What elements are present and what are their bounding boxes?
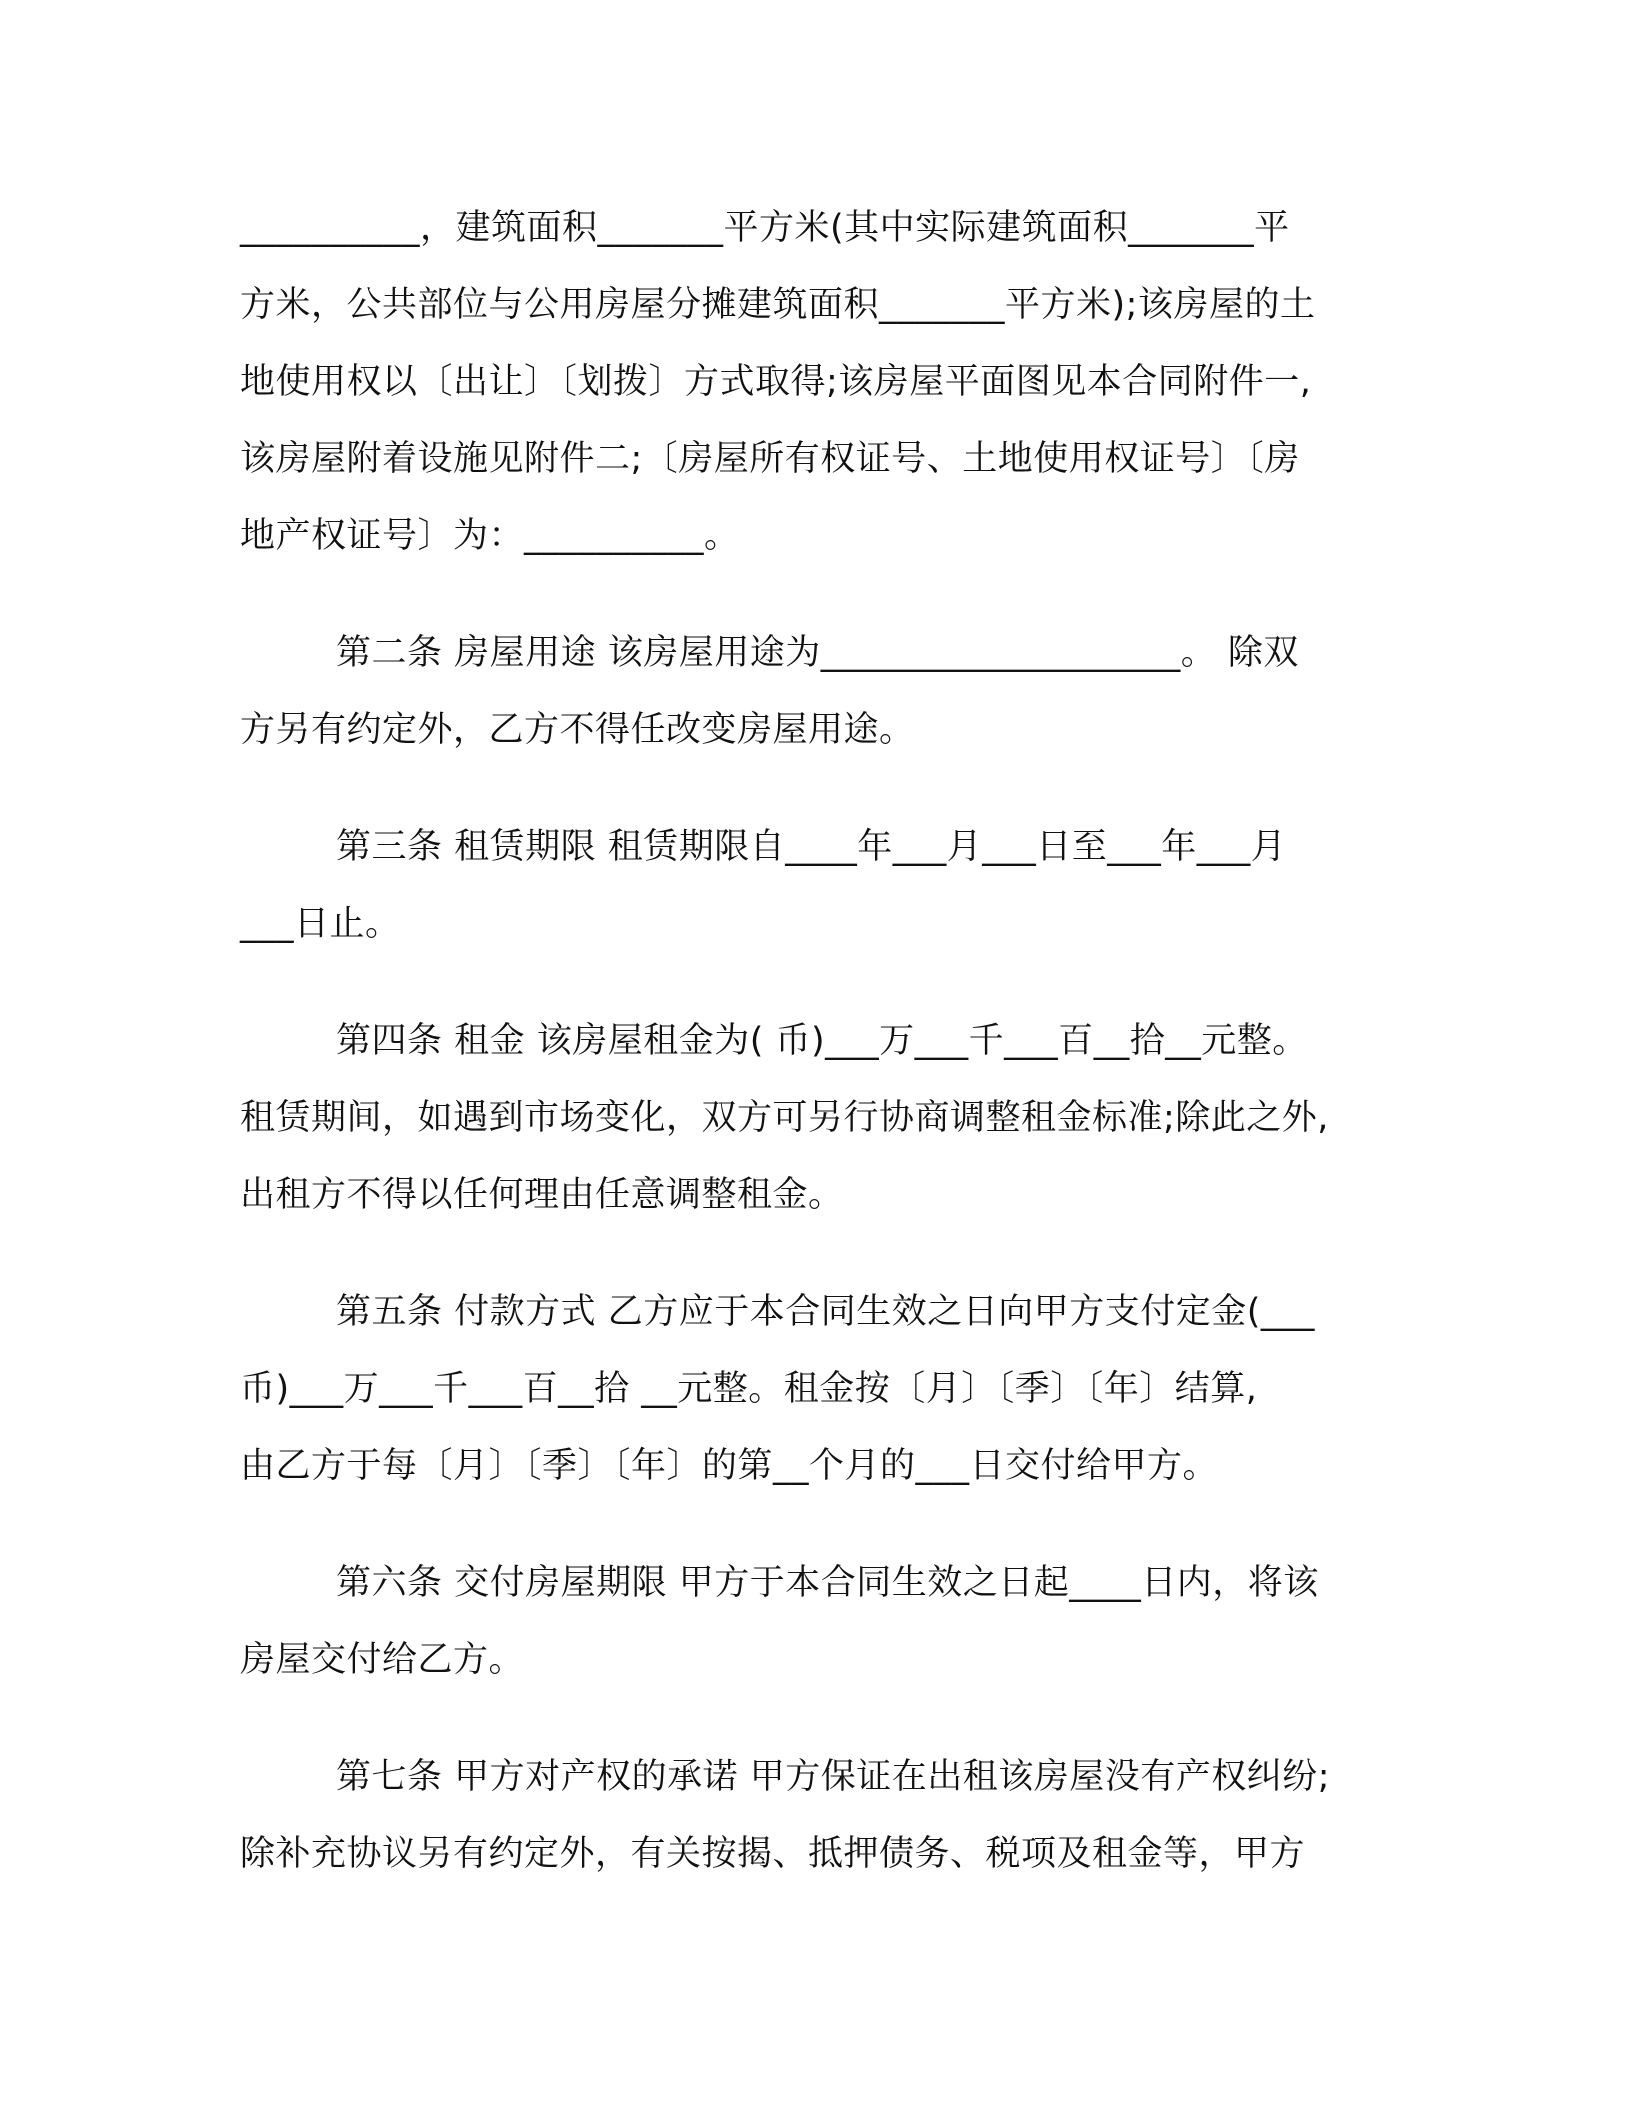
text-line: 第四条 租金 该房屋租金为( 币)___万___千___百__拾__元整。 (336, 1021, 1308, 1061)
text-line: 第三条 租赁期限 租赁期限自____年___月___日至___年___月 (336, 827, 1287, 867)
document-body (240, 190, 1400, 1933)
text-line: 由乙方于每〔月〕〔季〕〔年〕的第__个月的___日交付给甲方。 (240, 1446, 1219, 1486)
text-line: 该房屋附着设施见附件二;〔房屋所有权证号、土地使用权证号〕〔房 (240, 439, 1300, 479)
paragraph-property-details (240, 190, 1400, 575)
clause-6-delivery (240, 1545, 1400, 1699)
text-line: 方另有约定外，乙方不得任改变房屋用途。 (240, 710, 915, 750)
text-line: 地产权证号〕为：__________。 (240, 516, 740, 556)
text-line: 方米，公共部位与公用房屋分摊建筑面积_______平方米);该房屋的土 (240, 285, 1316, 325)
text-line: 租赁期间，如遇到市场变化，双方可另行协商调整租金标准;除此之外, (240, 1098, 1329, 1138)
clause-4-rent (240, 1003, 1400, 1234)
text-line: 第六条 交付房屋期限 甲方于本合同生效之日起____日内，将该 (336, 1563, 1319, 1603)
text-line: ___日止。 (240, 904, 401, 944)
clause-5-payment (240, 1274, 1400, 1505)
text-line: 第五条 付款方式 乙方应于本合同生效之日向甲方支付定金(___ (336, 1292, 1315, 1332)
text-line: 第七条 甲方对产权的承诺 甲方保证在出租该房屋没有产权纠纷; (336, 1757, 1331, 1797)
text-line: 第二条 房屋用途 该房屋用途为____________________。 除双 (336, 633, 1299, 673)
clause-7-property-rights (240, 1739, 1400, 1893)
clause-3-term (240, 809, 1400, 963)
text-line: 币)___万___千___百__拾 __元整。租金按〔月〕〔季〕〔年〕结算, (240, 1369, 1258, 1409)
clause-2-usage (240, 615, 1400, 769)
text-line: 地使用权以〔出让〕〔划拨〕方式取得;该房屋平面图见本合同附件一, (240, 362, 1312, 402)
text-line: __________，建筑面积_______平方米(其中实际建筑面积_______平 (240, 208, 1290, 248)
text-line: 房屋交付给乙方。 (240, 1640, 525, 1680)
text-line: 出租方不得以任何理由任意调整租金。 (240, 1175, 844, 1215)
text-line: 除补充协议另有约定外，有关按揭、抵押债务、税项及租金等，甲方 (240, 1834, 1306, 1874)
